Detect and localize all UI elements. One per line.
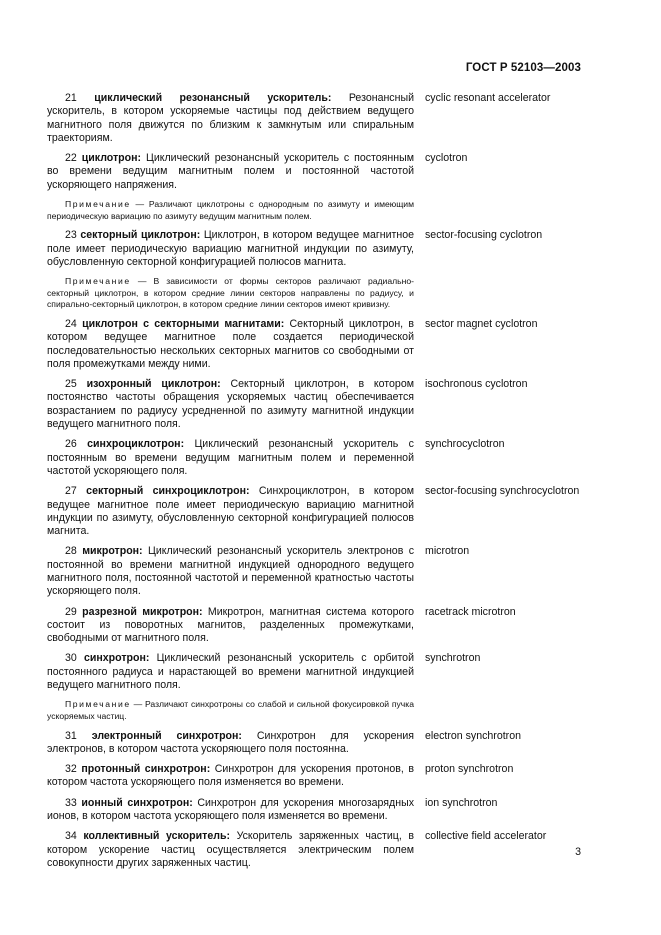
entry-definition: Секторный циклотрон, в котором постоянство частоты обращения ускоряемых частиц обеспечивается возрастанием по радиусу усредненной по азимуту магнитной индукции ведущего магнитного поля.: [47, 378, 415, 431]
term-entry-34: [47, 830, 585, 870]
entry-english-term: microtron: [425, 545, 470, 558]
entry-english-term: ion synchrotron: [425, 796, 498, 809]
term-entry-21: [47, 92, 585, 145]
note-text: — В зависимости от формы секторов различают радиально-секторный циклотрон, в котором средние линии секторов направлены по радиусу, и спирально-секторный циклотрон, в котором средние линии секторов имеют кривизну.: [47, 276, 414, 310]
entry-term: циклический резонансный ускоритель:: [94, 92, 332, 104]
entry-definition: Циклотрон, в котором ведущее магнитное поле имеет периодическую вариацию магнитной индукции по азимуту, обусловленную секторной конфигурацией полюсов магнита.: [47, 229, 414, 268]
term-entry-23: [47, 229, 585, 269]
entry-number: 33: [65, 796, 77, 809]
entry-english-term: cyclotron: [425, 152, 468, 165]
entry-term: циклотрон:: [81, 152, 142, 165]
term-entry-28: [47, 545, 585, 598]
entry-term: синхроциклотрон:: [87, 438, 185, 451]
entry-text: [47, 652, 414, 692]
term-entry-29: [47, 606, 585, 646]
term-entry-22: [47, 152, 585, 192]
term-entry-27: [47, 485, 585, 538]
entry-text: [47, 763, 414, 790]
entry-definition: Синхротрон для ускорения электронов, в котором частота ускоряющего поля постоянна.: [47, 729, 414, 755]
note-cyclotron: [47, 199, 414, 222]
entry-definition: Микротрон, магнитная система которого состоит из поворотных магнитов, разделенных промежутками, свободными от магнитного поля.: [47, 605, 414, 645]
note-label: Примечание: [65, 276, 131, 287]
entry-definition: Ускоритель заряженных частиц, в котором ускорение частиц осуществляется электрическим полем совокупности других заряженных частиц.: [47, 830, 415, 869]
entry-english-term: sector-focusing synchrocyclotron: [425, 485, 580, 498]
entry-definition: Синхроциклотрон, в котором ведущее магнитное поле имеет периодическую вариацию магнитной индукции по азимуту, обусловленную секторной конфигурацией полюсов магнита.: [47, 485, 414, 538]
entry-number: 24: [65, 317, 77, 330]
entry-number: 23: [65, 229, 77, 242]
entry-english-term: sector-focusing cyclotron: [425, 229, 543, 242]
entry-term: изохронный циклотрон:: [86, 378, 221, 391]
entry-english-term: sector magnet cyclotron: [425, 317, 538, 330]
entry-text: [47, 229, 414, 269]
entry-number: 32: [65, 763, 77, 776]
document-header: ГОСТ Р 52103—2003: [465, 62, 581, 74]
entry-term: ионный синхротрон:: [81, 796, 193, 809]
note-label: Примечание: [65, 199, 131, 210]
entry-english-term: collective field accelerator: [425, 830, 547, 843]
entry-term: электронный синхротрон:: [91, 729, 242, 742]
entry-definition: Циклический резонансный ускоритель с постоянным во времени ведущим магнитным полем и переменной частотой ускоряющего поля.: [47, 438, 414, 477]
entry-text: [47, 152, 414, 192]
entry-definition: Синхротрон для ускорения протонов, в котором частота ускоряющего поля изменяется во времени.: [47, 763, 414, 789]
note-text: — Различают синхротроны со слабой и сильной фокусировкой пучка ускоряемых частиц.: [47, 699, 414, 721]
entry-text: [47, 378, 414, 431]
entry-number: 28: [65, 545, 77, 558]
term-entry-24: [47, 318, 585, 371]
term-entry-32: [47, 763, 585, 790]
entry-english-term: isochronous cyclotron: [425, 378, 528, 391]
entry-text: [47, 730, 414, 757]
note-text: — Различают циклотроны с однородным по азимуту и имеющим периодическую вариацию по азимуту ведущим магнитным полем.: [47, 199, 414, 221]
entry-english-term: racetrack microtron: [425, 605, 516, 618]
entry-definition: Циклический резонансный ускоритель электронов с постоянной во времени магнитной индукцией однородного ведущего магнитного поля, постоянной частотой и переменной кратностью частоты ускоряющего поля.: [47, 545, 415, 598]
entry-text: [47, 438, 414, 478]
entry-term: протонный синхротрон:: [81, 763, 211, 776]
term-entry-30: [47, 652, 585, 692]
entry-text: [47, 92, 414, 145]
note-label: Примечание: [65, 699, 131, 710]
entry-number: 25: [65, 378, 77, 391]
entry-number: 31: [65, 729, 77, 742]
entry-number: 21: [65, 92, 77, 104]
entry-english-term: synchrocyclotron: [425, 438, 505, 451]
entry-text: [47, 606, 414, 646]
entry-term: коллективный ускоритель:: [83, 830, 230, 843]
entry-english-term: proton synchrotron: [425, 763, 514, 776]
entry-number: 29: [65, 605, 77, 618]
entry-text: [47, 797, 414, 824]
entry-number: 30: [65, 652, 77, 665]
entry-definition: Резонансный ускоритель, в котором ускоряемые частицы под действием ведущего магнитного поля движутся по близким к замкнутым или спиральным траекториям.: [47, 92, 414, 144]
entry-term: секторный синхроциклотрон:: [86, 485, 250, 498]
entry-definition: Синхротрон для ускорения многозарядных ионов, в котором частота ускоряющего поля изменяется во времени.: [47, 796, 414, 823]
entry-english-term: cyclic resonant accelerator: [425, 92, 551, 104]
entry-number: 22: [65, 152, 77, 165]
entry-number: 26: [65, 438, 77, 451]
entry-term: микротрон:: [82, 545, 143, 558]
term-entry-33: [47, 797, 585, 824]
entry-text: [47, 830, 414, 870]
entry-term: синхротрон:: [83, 652, 150, 665]
note-sector: [47, 276, 414, 311]
page-number: 3: [575, 846, 581, 858]
entry-term: разрезной микротрон:: [82, 605, 203, 618]
entry-definition: Секторный циклотрон, в котором ведущее магнитное поле создается периодической последовательностью нескольких секторных магнитов со свободными от поля промежутками между ними.: [47, 317, 414, 370]
entry-term: циклотрон с секторными магнитами:: [82, 317, 285, 330]
entry-text: [47, 318, 414, 371]
entry-definition: Циклический резонансный ускоритель с орбитой постоянного радиуса и нарастающей во времени магнитной индукцией ведущего магнитного поля.: [47, 652, 414, 692]
entry-number: 34: [65, 830, 77, 843]
entry-term: секторный циклотрон:: [80, 229, 201, 242]
entry-text: [47, 485, 414, 538]
entry-english-term: synchrotron: [425, 652, 481, 665]
entry-number: 27: [65, 485, 77, 498]
term-entry-31: [47, 730, 585, 757]
entry-definition: Циклический резонансный ускоритель с постоянным во времени ведущим магнитным полем и постоянной частотой ускоряющего напряжения.: [47, 152, 414, 191]
note-synchrotron: [47, 699, 414, 722]
entry-text: [47, 545, 414, 598]
term-entry-26: [47, 438, 585, 478]
term-entry-25: [47, 378, 585, 431]
terms-list: [47, 92, 585, 877]
entry-english-term: electron synchrotron: [425, 729, 521, 742]
